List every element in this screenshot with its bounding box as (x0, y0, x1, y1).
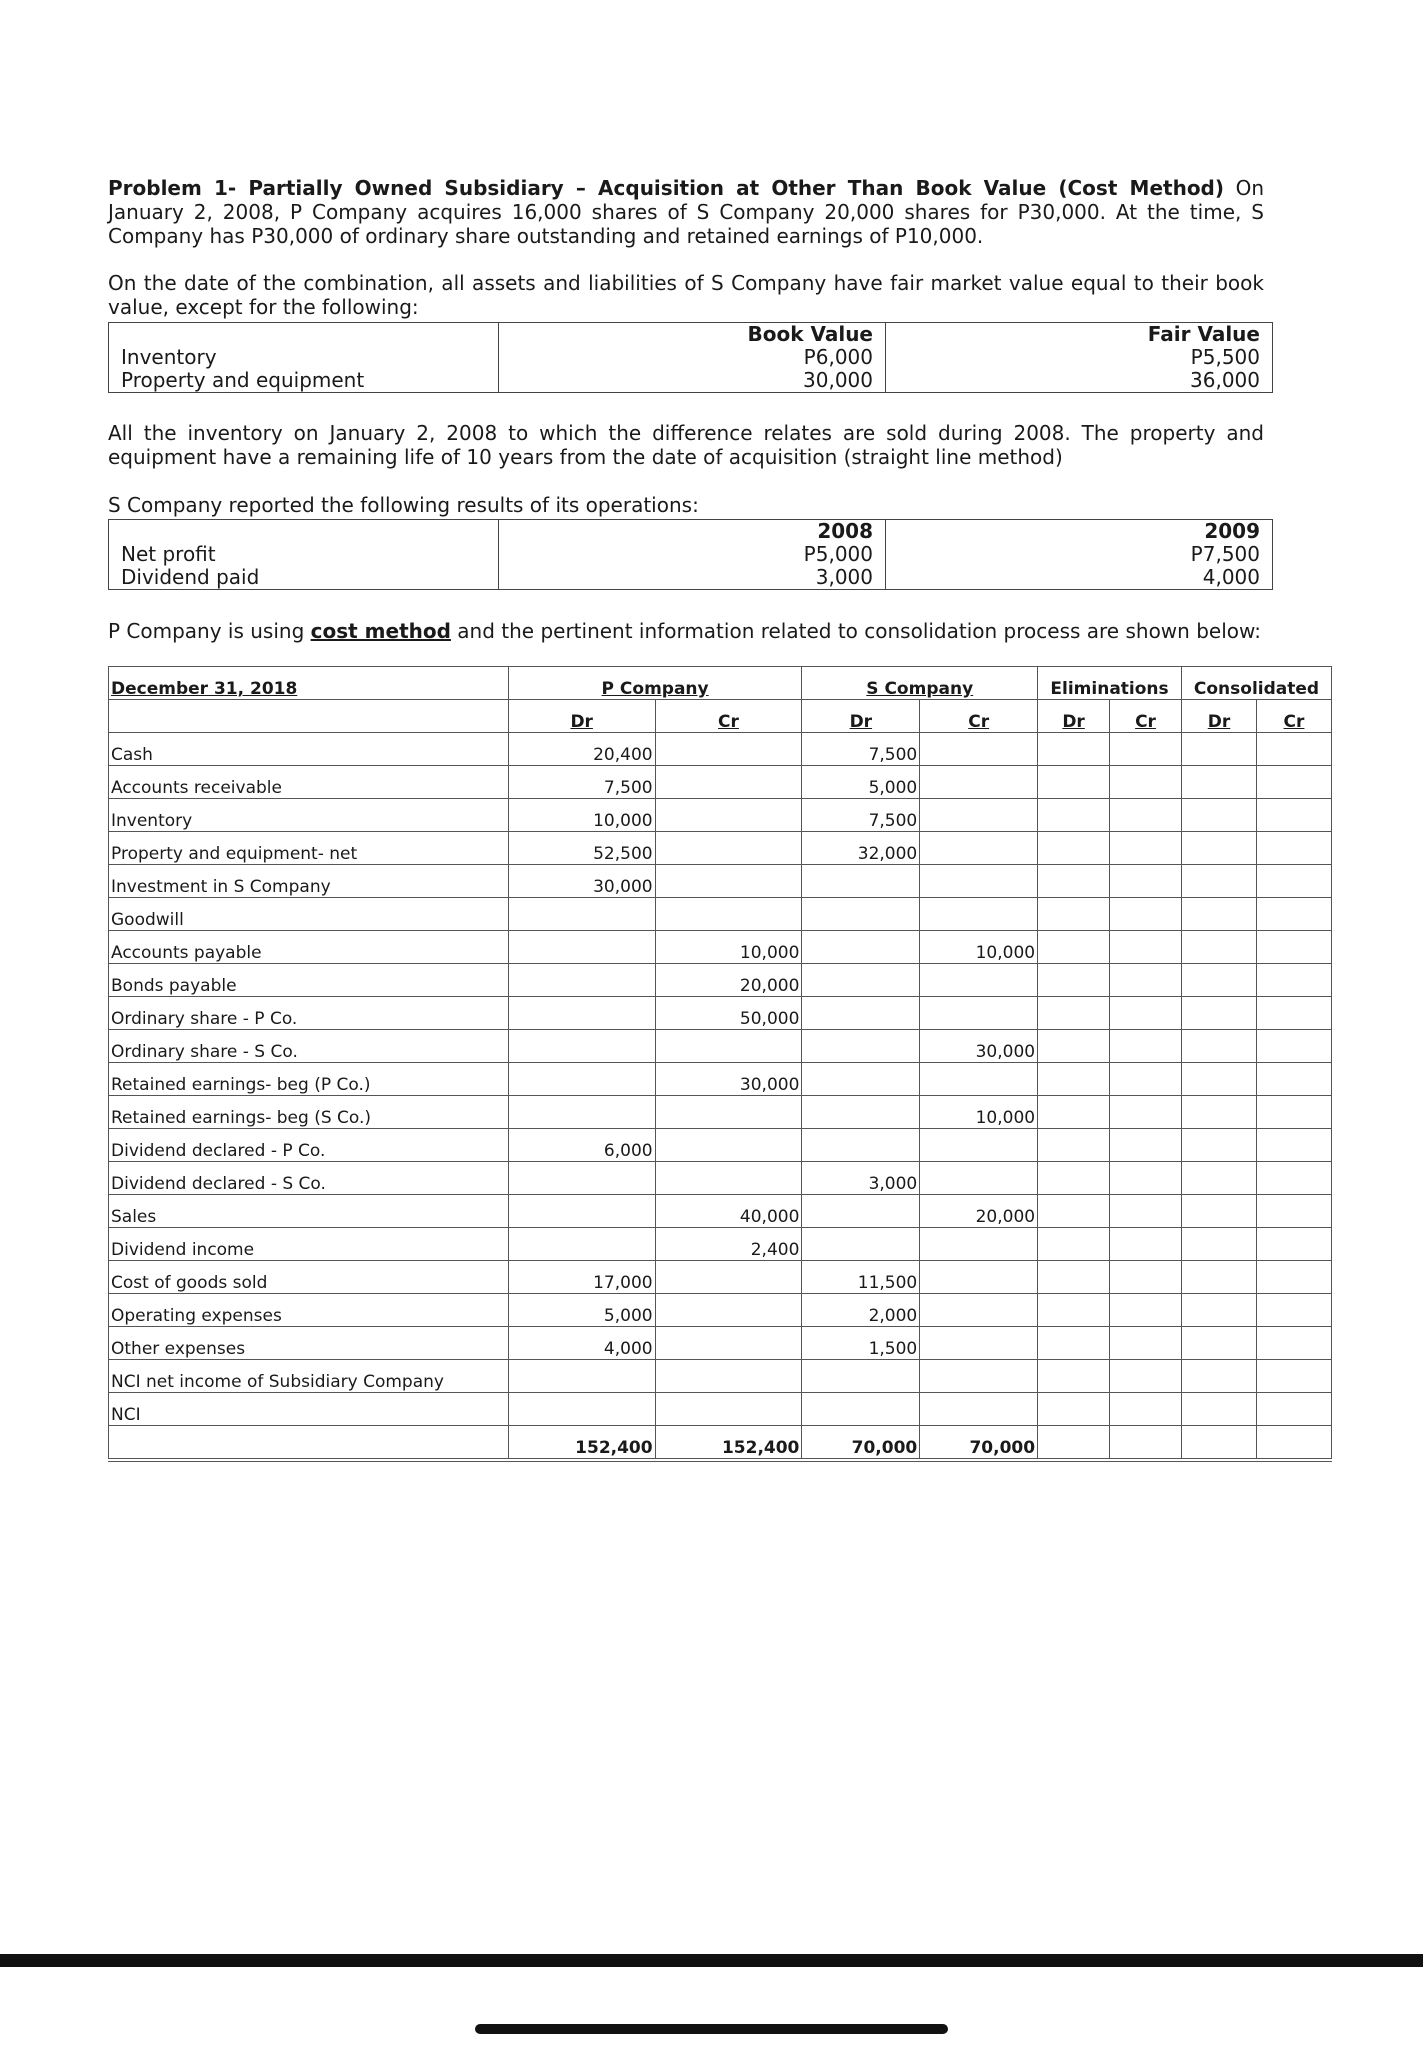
account-name: Retained earnings- beg (P Co.) (109, 1063, 509, 1096)
inventory-paragraph: All the inventory on January 2, 2008 to which the difference relates are sold during 2008. The property and equipment have a remaining life of 10 years from the date of acquisition (straight line method) (108, 421, 1264, 469)
account-name: NCI net income of Subsidiary Company (109, 1360, 509, 1393)
elim-cr (1110, 898, 1182, 931)
worksheet-row (109, 1030, 1332, 1063)
elim-dr (1038, 1261, 1110, 1294)
elim-cr (1110, 1360, 1182, 1393)
fair-value-header: Fair Value (886, 323, 1273, 347)
account-name: Property and equipment- net (109, 832, 509, 865)
fv-row-label: Property and equipment (109, 369, 499, 393)
p-company-cr (655, 1294, 802, 1327)
worksheet-row (109, 1129, 1332, 1162)
cr-header: Cr (1110, 700, 1182, 733)
elim-dr (1038, 1063, 1110, 1096)
account-name: Inventory (109, 799, 509, 832)
worksheet-row (109, 1063, 1332, 1096)
elim-dr (1038, 964, 1110, 997)
consol-cr (1256, 898, 1331, 931)
consol-dr (1182, 931, 1257, 964)
consol-dr (1182, 1195, 1257, 1228)
fv-row-book: 30,000 (499, 369, 886, 393)
elim-cr (1110, 1096, 1182, 1129)
s-company-cr (920, 1360, 1038, 1393)
s-company-dr (802, 865, 920, 898)
ops-row-2009: P7,500 (886, 543, 1273, 566)
ops-row-label: Dividend paid (109, 566, 499, 590)
worksheet-row (109, 898, 1332, 931)
p-company-dr (508, 1228, 655, 1261)
p-company-dr: 17,000 (508, 1261, 655, 1294)
worksheet-row (109, 1360, 1332, 1393)
account-name: Goodwill (109, 898, 509, 931)
elim-dr (1038, 931, 1110, 964)
s-company-dr: 7,500 (802, 733, 920, 766)
p-company-cr (655, 1393, 802, 1426)
worksheet-row (109, 1261, 1332, 1294)
p-company-cr (655, 865, 802, 898)
totals-row (109, 1426, 1332, 1461)
p-company-cr: 40,000 (655, 1195, 802, 1228)
consol-cr (1256, 865, 1331, 898)
p-company-dr (508, 898, 655, 931)
consol-dr (1182, 1063, 1257, 1096)
s-company-dr (802, 1030, 920, 1063)
s-company-dr (802, 964, 920, 997)
s-company-dr: 1,500 (802, 1327, 920, 1360)
account-name: Cash (109, 733, 509, 766)
p-company-dr: 6,000 (508, 1129, 655, 1162)
p-company-dr: 52,500 (508, 832, 655, 865)
fv-row-book: P6,000 (499, 346, 886, 369)
year-2008-header: 2008 (499, 520, 886, 544)
consol-dr (1182, 964, 1257, 997)
consol-cr (1256, 832, 1331, 865)
elim-cr (1110, 865, 1182, 898)
dr-header: Dr (1182, 700, 1257, 733)
consol-cr (1256, 1261, 1331, 1294)
p-company-cr (655, 1327, 802, 1360)
ops-row-2008: P5,000 (499, 543, 886, 566)
p-company-cr: 50,000 (655, 997, 802, 1030)
total-p-dr: 152,400 (508, 1426, 655, 1461)
fv-row-fair: 36,000 (886, 369, 1273, 393)
s-company-cr (920, 799, 1038, 832)
worksheet-row (109, 733, 1332, 766)
s-company-header: S Company (802, 667, 1038, 700)
cr-header: Cr (1256, 700, 1331, 733)
worksheet-row (109, 931, 1332, 964)
fv-row-label: Inventory (109, 346, 499, 369)
elim-cr (1110, 1393, 1182, 1426)
p-company-dr (508, 1096, 655, 1129)
elim-dr (1038, 865, 1110, 898)
account-name: Dividend declared - S Co. (109, 1162, 509, 1195)
s-company-dr: 11,500 (802, 1261, 920, 1294)
p-company-cr (655, 799, 802, 832)
p-company-dr: 30,000 (508, 865, 655, 898)
eliminations-header: Eliminations (1038, 667, 1182, 700)
s-company-cr (920, 1327, 1038, 1360)
s-company-cr (920, 1393, 1038, 1426)
consol-cr (1256, 1096, 1331, 1129)
elim-dr (1038, 766, 1110, 799)
ops-row-2009: 4,000 (886, 566, 1273, 590)
s-company-dr (802, 1129, 920, 1162)
s-company-cr (920, 1261, 1038, 1294)
elim-dr (1038, 733, 1110, 766)
consol-cr (1256, 1294, 1331, 1327)
s-company-cr (920, 865, 1038, 898)
cr-header: Cr (655, 700, 802, 733)
elim-cr (1110, 733, 1182, 766)
consol-cr (1256, 733, 1331, 766)
operations-table (108, 519, 1273, 590)
consol-dr (1182, 997, 1257, 1030)
p-company-cr: 30,000 (655, 1063, 802, 1096)
p-company-header: P Company (508, 667, 802, 700)
worksheet-row (109, 1294, 1332, 1327)
s-company-dr (802, 898, 920, 931)
fair-value-table (108, 322, 1273, 393)
s-company-cr (920, 898, 1038, 931)
ops-row-2008: 3,000 (499, 566, 886, 590)
consol-dr (1182, 799, 1257, 832)
bottom-bar (0, 1954, 1423, 1967)
s-company-dr (802, 1096, 920, 1129)
s-company-cr: 30,000 (920, 1030, 1038, 1063)
worksheet-row (109, 1327, 1332, 1360)
account-name: Ordinary share - S Co. (109, 1030, 509, 1063)
s-company-dr (802, 997, 920, 1030)
p-company-dr (508, 964, 655, 997)
consol-dr (1182, 832, 1257, 865)
operations-paragraph: S Company reported the following results of its operations: (108, 493, 699, 517)
total-s-dr: 70,000 (802, 1426, 920, 1461)
consol-dr (1182, 865, 1257, 898)
consol-cr (1256, 1030, 1331, 1063)
elim-dr (1038, 799, 1110, 832)
s-company-cr (920, 733, 1038, 766)
consol-dr (1182, 733, 1257, 766)
year-2009-header: 2009 (886, 520, 1273, 544)
worksheet-row (109, 1096, 1332, 1129)
elim-dr (1038, 1294, 1110, 1327)
consol-cr (1256, 766, 1331, 799)
s-company-cr (920, 766, 1038, 799)
consol-dr (1182, 1096, 1257, 1129)
worksheet-row (109, 1195, 1332, 1228)
problem-title: Problem 1- Partially Owned Subsidiary – Acquisition at Other Than Book Value (Cost Method) (108, 176, 1225, 200)
account-name: Cost of goods sold (109, 1261, 509, 1294)
elim-dr (1038, 1327, 1110, 1360)
elim-cr (1110, 1195, 1182, 1228)
p-company-dr: 7,500 (508, 766, 655, 799)
ops-row-label: Net profit (109, 543, 499, 566)
consol-cr (1256, 1327, 1331, 1360)
elim-dr (1038, 832, 1110, 865)
s-company-dr (802, 1360, 920, 1393)
worksheet-row (109, 832, 1332, 865)
p-company-dr: 4,000 (508, 1327, 655, 1360)
worksheet-row (109, 799, 1332, 832)
worksheet-row (109, 997, 1332, 1030)
p-company-cr (655, 733, 802, 766)
dr-header: Dr (1038, 700, 1110, 733)
consol-dr (1182, 1294, 1257, 1327)
p-company-cr (655, 1129, 802, 1162)
elim-dr (1038, 1195, 1110, 1228)
s-company-dr (802, 1195, 920, 1228)
total-s-cr: 70,000 (920, 1426, 1038, 1461)
s-company-cr (920, 1228, 1038, 1261)
account-name: Investment in S Company (109, 865, 509, 898)
p-company-dr (508, 1360, 655, 1393)
p-company-dr (508, 1393, 655, 1426)
elim-dr (1038, 1030, 1110, 1063)
p-company-cr (655, 1261, 802, 1294)
p-company-cr (655, 832, 802, 865)
s-company-dr: 3,000 (802, 1162, 920, 1195)
account-name: Other expenses (109, 1327, 509, 1360)
p-company-dr (508, 931, 655, 964)
account-name: Accounts payable (109, 931, 509, 964)
p-company-dr (508, 997, 655, 1030)
s-company-cr (920, 1294, 1038, 1327)
account-name: Sales (109, 1195, 509, 1228)
consol-dr (1182, 1393, 1257, 1426)
consol-dr (1182, 1030, 1257, 1063)
elim-cr (1110, 1162, 1182, 1195)
fv-row-fair: P5,500 (886, 346, 1273, 369)
p-company-cr (655, 1360, 802, 1393)
account-name: Dividend declared - P Co. (109, 1129, 509, 1162)
p-company-cr (655, 1096, 802, 1129)
elim-cr (1110, 964, 1182, 997)
consol-dr (1182, 1129, 1257, 1162)
s-company-cr: 10,000 (920, 1096, 1038, 1129)
account-name: Ordinary share - P Co. (109, 997, 509, 1030)
s-company-dr (802, 931, 920, 964)
worksheet-row (109, 1228, 1332, 1261)
worksheet-row (109, 766, 1332, 799)
consol-cr (1256, 1162, 1331, 1195)
consol-dr (1182, 766, 1257, 799)
elim-cr (1110, 1063, 1182, 1096)
p-company-dr (508, 1195, 655, 1228)
elim-cr (1110, 931, 1182, 964)
consol-cr (1256, 1129, 1331, 1162)
p-company-dr (508, 1162, 655, 1195)
s-company-cr (920, 964, 1038, 997)
elim-dr (1038, 997, 1110, 1030)
consol-dr (1182, 1228, 1257, 1261)
consol-cr (1256, 799, 1331, 832)
s-company-cr (920, 1162, 1038, 1195)
elim-dr (1038, 1162, 1110, 1195)
consolidation-worksheet (108, 666, 1332, 1462)
book-value-header: Book Value (499, 323, 886, 347)
account-name: Operating expenses (109, 1294, 509, 1327)
p-company-cr (655, 1030, 802, 1063)
dr-header: Dr (802, 700, 920, 733)
p-company-cr (655, 898, 802, 931)
p-company-cr (655, 766, 802, 799)
elim-dr (1038, 898, 1110, 931)
s-company-cr: 10,000 (920, 931, 1038, 964)
consol-cr (1256, 964, 1331, 997)
elim-cr (1110, 1228, 1182, 1261)
elim-cr (1110, 1294, 1182, 1327)
elim-cr (1110, 832, 1182, 865)
problem-statement (108, 176, 1264, 248)
s-company-dr (802, 1063, 920, 1096)
p-company-dr: 5,000 (508, 1294, 655, 1327)
worksheet-row (109, 865, 1332, 898)
elim-cr (1110, 1327, 1182, 1360)
worksheet-row (109, 1162, 1332, 1195)
s-company-cr (920, 997, 1038, 1030)
account-name: Dividend income (109, 1228, 509, 1261)
p-company-dr (508, 1030, 655, 1063)
consol-dr (1182, 898, 1257, 931)
method-paragraph: P Company is using cost method and the pertinent information related to consolidation process are shown below: (108, 619, 1261, 643)
worksheet-row (109, 964, 1332, 997)
p-company-cr: 10,000 (655, 931, 802, 964)
p-company-dr (508, 1063, 655, 1096)
home-indicator[interactable] (475, 2024, 948, 2034)
consolidated-header: Consolidated (1182, 667, 1332, 700)
elim-cr (1110, 766, 1182, 799)
cr-header: Cr (920, 700, 1038, 733)
p-company-dr: 20,400 (508, 733, 655, 766)
combination-paragraph: On the date of the combination, all assets and liabilities of S Company have fair market value equal to their book value, except for the following: (108, 271, 1264, 319)
worksheet-date-header: December 31, 2018 (109, 667, 509, 700)
p-company-cr: 20,000 (655, 964, 802, 997)
consol-cr (1256, 931, 1331, 964)
s-company-dr: 5,000 (802, 766, 920, 799)
total-p-cr: 152,400 (655, 1426, 802, 1461)
p-company-dr: 10,000 (508, 799, 655, 832)
worksheet-row (109, 1393, 1332, 1426)
elim-cr (1110, 997, 1182, 1030)
consol-dr (1182, 1162, 1257, 1195)
account-name: NCI (109, 1393, 509, 1426)
consol-cr (1256, 1360, 1331, 1393)
problem-intro: On January 2, 2008, P Company acquires 16,000 shares of S Company 20,000 shares for P30,000. At the time, S Company has P30,000 of ordinary share outstanding and retained earnings of P10,000. (108, 176, 1264, 248)
consol-cr (1256, 1063, 1331, 1096)
cost-method-emphasis: cost method (310, 619, 451, 643)
elim-cr (1110, 1261, 1182, 1294)
elim-dr (1038, 1096, 1110, 1129)
s-company-cr (920, 1063, 1038, 1096)
account-name: Accounts receivable (109, 766, 509, 799)
consol-cr (1256, 1195, 1331, 1228)
consol-dr (1182, 1261, 1257, 1294)
elim-cr (1110, 799, 1182, 832)
s-company-cr (920, 832, 1038, 865)
elim-dr (1038, 1360, 1110, 1393)
p-company-cr (655, 1162, 802, 1195)
elim-dr (1038, 1129, 1110, 1162)
s-company-dr: 7,500 (802, 799, 920, 832)
s-company-cr (920, 1129, 1038, 1162)
consol-dr (1182, 1327, 1257, 1360)
account-name: Bonds payable (109, 964, 509, 997)
consol-cr (1256, 1228, 1331, 1261)
consol-cr (1256, 1393, 1331, 1426)
elim-cr (1110, 1129, 1182, 1162)
elim-cr (1110, 1030, 1182, 1063)
p-company-cr: 2,400 (655, 1228, 802, 1261)
s-company-dr (802, 1393, 920, 1426)
consol-dr (1182, 1360, 1257, 1393)
s-company-dr: 2,000 (802, 1294, 920, 1327)
elim-dr (1038, 1393, 1110, 1426)
account-name: Retained earnings- beg (S Co.) (109, 1096, 509, 1129)
dr-header: Dr (508, 700, 655, 733)
s-company-cr: 20,000 (920, 1195, 1038, 1228)
elim-dr (1038, 1228, 1110, 1261)
s-company-dr: 32,000 (802, 832, 920, 865)
s-company-dr (802, 1228, 920, 1261)
consol-cr (1256, 997, 1331, 1030)
